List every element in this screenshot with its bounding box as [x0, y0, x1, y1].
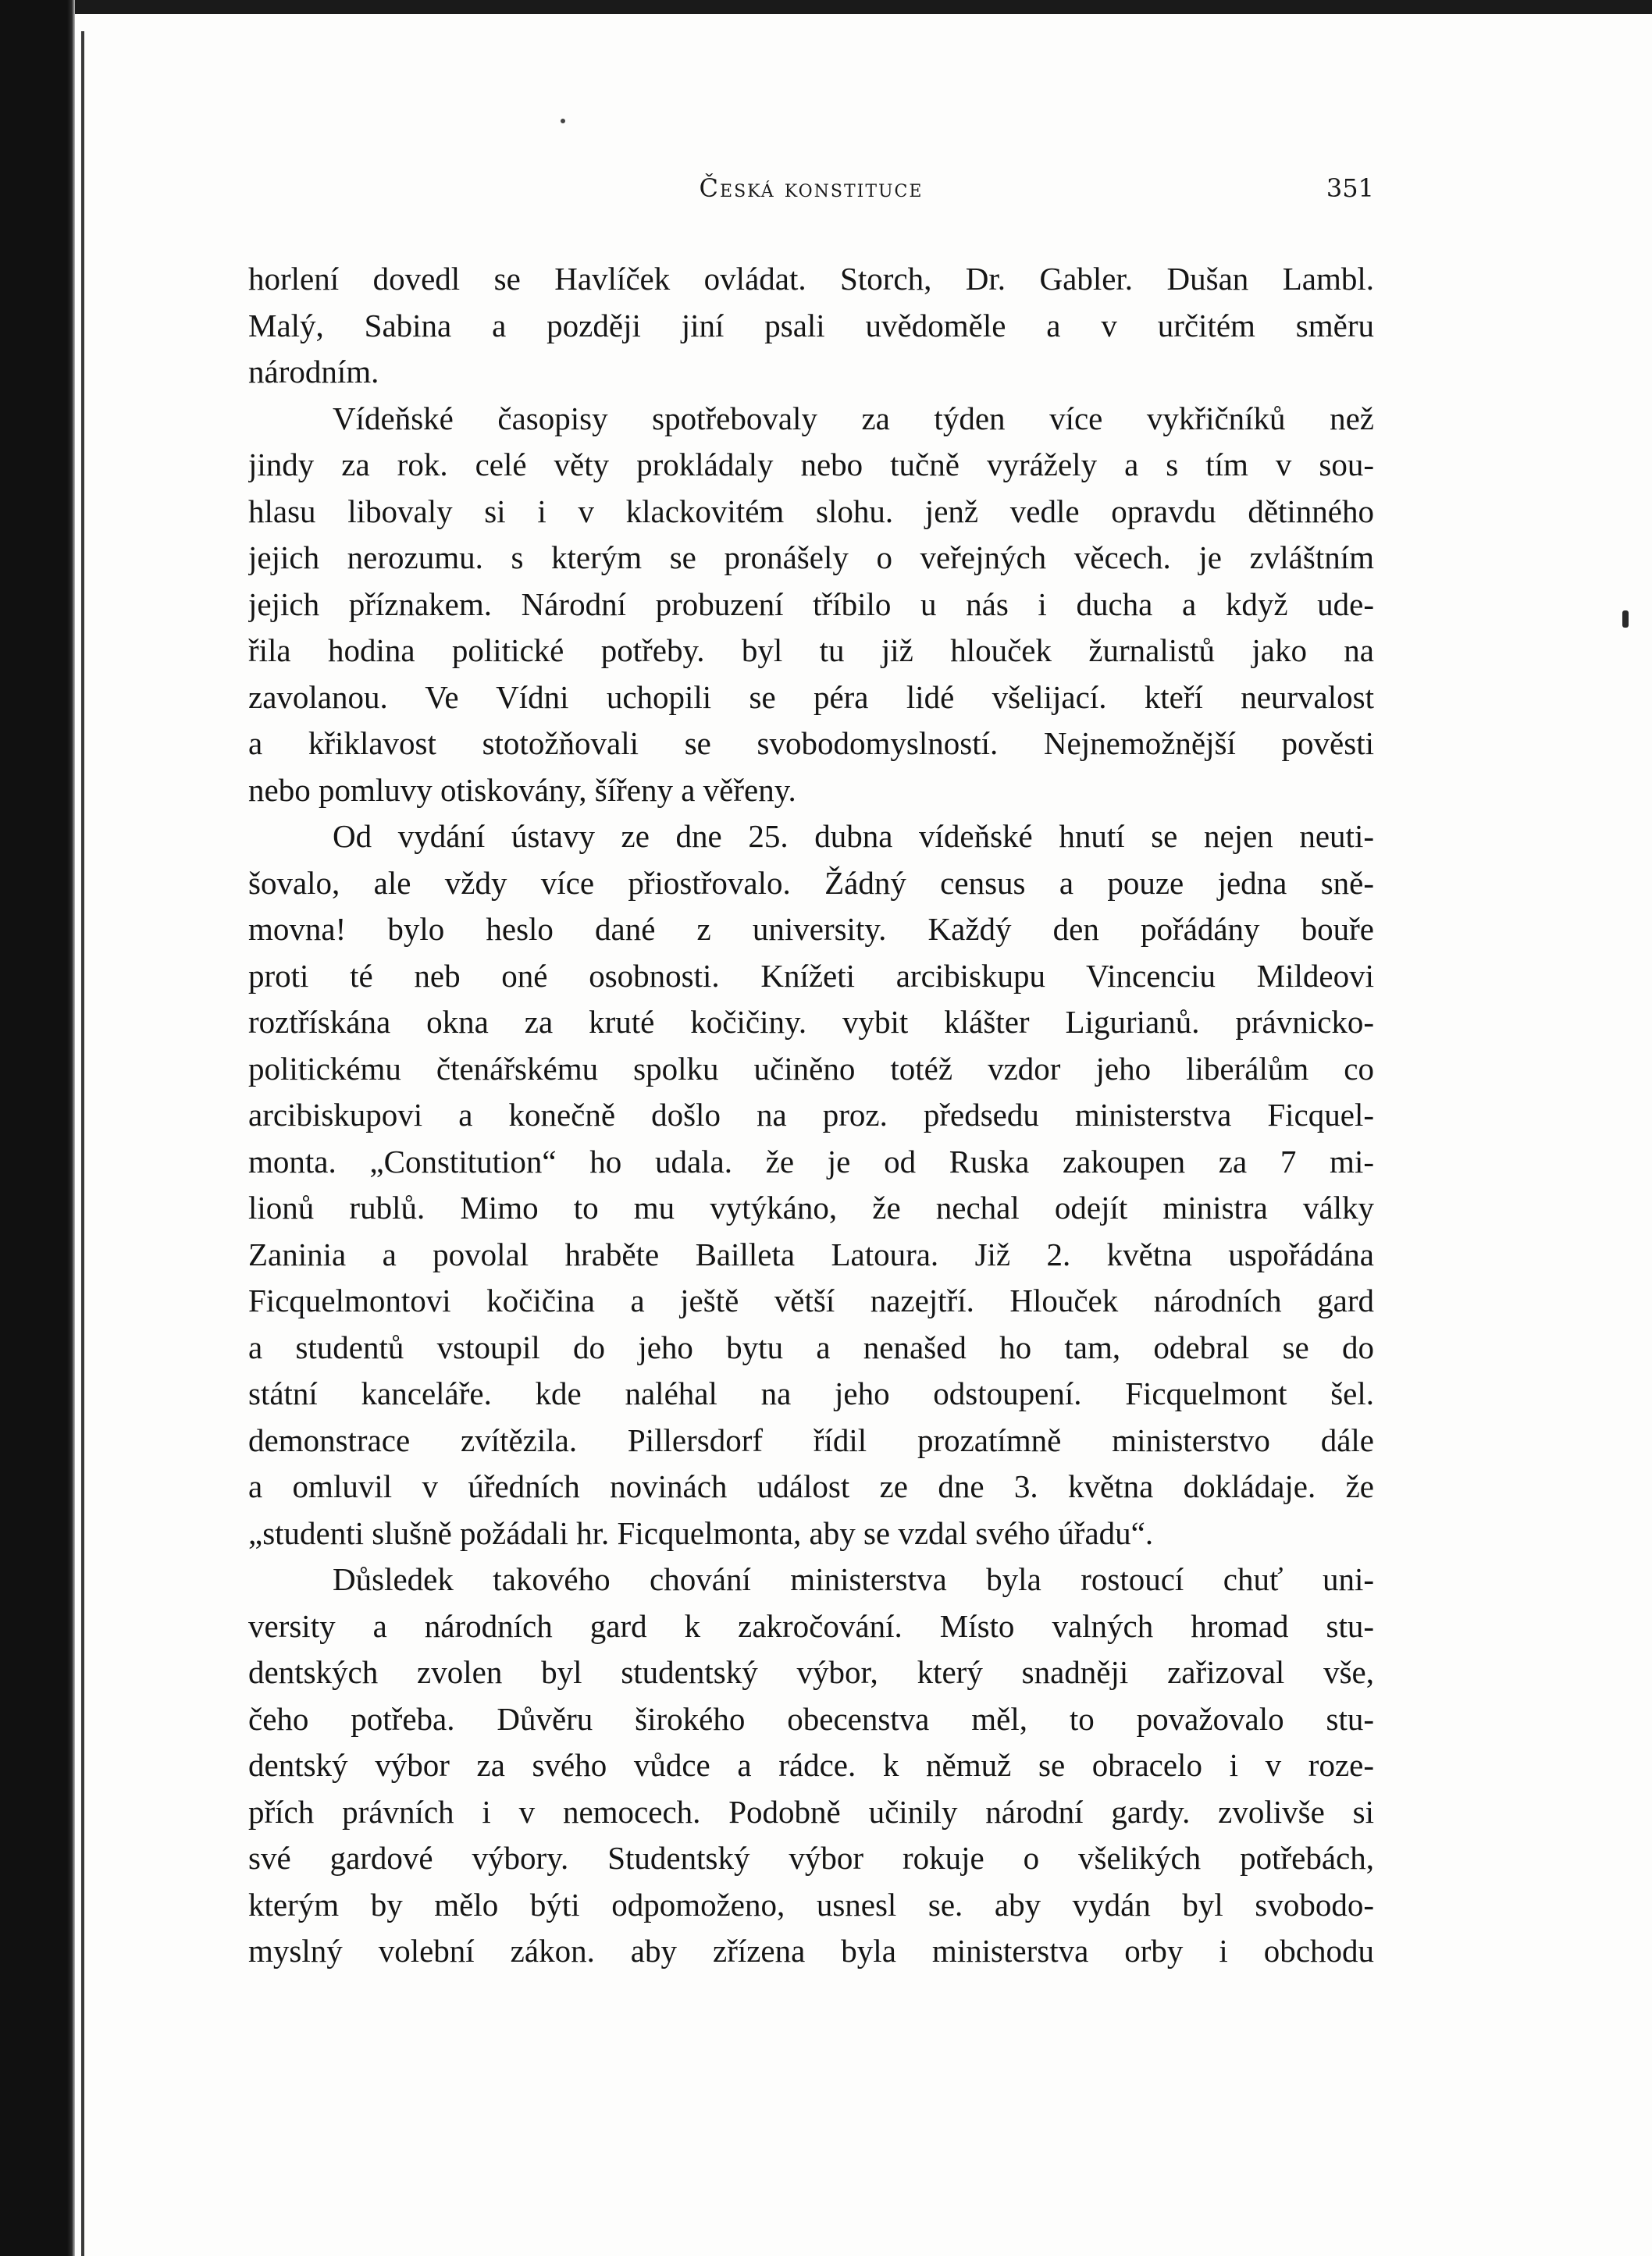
text-line: Od vydání ústavy ze dne 25. dubna vídeňské hnutí se nejen neuti-	[333, 818, 1374, 854]
ink-speck	[561, 119, 565, 123]
text-line: monta. „Constitution“ ho udala. že je od Ruska zakoupen za 7 mi-	[248, 1143, 1374, 1180]
page-header	[248, 173, 1374, 212]
text-line: a studentů vstoupil do jeho bytu a nenašed ho tam, odebral se do	[248, 1329, 1374, 1365]
text-line: demonstrace zvítězila. Pillersdorf řídil prozatímně ministerstvo dále	[248, 1422, 1374, 1458]
text-line: jejich nerozumu. s kterým se pronášely o veřejných věcech. je zvláštním	[248, 539, 1374, 575]
text-line: a omluvil v úředních novinách událost ze dne 3. května dokládaje. že	[248, 1468, 1374, 1504]
text-line: movna! bylo heslo dané z university. Každý den pořádány bouře	[248, 911, 1374, 947]
text-line: národním.	[248, 354, 379, 390]
text-line: zavolanou. Ve Vídni uchopili se péra lidé všelijací. kteří neurvalost	[248, 678, 1374, 715]
text-line: jejich příznakem. Národní probuzení tříbilo u nás i ducha a když ude-	[248, 585, 1374, 622]
text-line: šovalo, ale vždy více přiostřovalo. Žádný census a pouze jedna sně-	[248, 864, 1374, 901]
margin-mark	[1622, 610, 1629, 628]
text-line: „studenti slušně požádali hr. Ficquelmonta, aby se vzdal svého úřadu“.	[248, 1514, 1154, 1551]
running-title: Česká konstituce	[699, 173, 924, 203]
text-line: nebo pomluvy otiskovány, šířeny a věřeny.	[248, 771, 796, 808]
text-line: své gardové výbory. Studentský výbor rokuje o všelikých potřebách,	[248, 1840, 1374, 1876]
text-line: politickému čtenářskému spolku učiněno totéž vzdor jeho liberálům co	[248, 1050, 1374, 1087]
text-line: arcibiskupovi a konečně došlo na proz. předsedu ministerstva Ficquel-	[248, 1097, 1374, 1133]
page-number: 351	[1326, 173, 1374, 203]
text-line: jindy za rok. celé věty prokládaly nebo tučně vyrážely a s tím v sou-	[248, 447, 1374, 482]
text-line: čeho potřeba. Důvěru širokého obecenstva měl, to považovalo stu-	[248, 1700, 1374, 1737]
scan-top-border	[0, 0, 1652, 14]
text-line: kterým by mělo býti odpomoženo, usnesl se. aby vydán byl svobodo-	[248, 1886, 1374, 1923]
text-line: versity a národních gard k zakročování. Místo valných hromad stu-	[248, 1607, 1374, 1644]
text-line: přích právních i v nemocech. Podobně učinily národní gardy. zvolivše si	[248, 1793, 1374, 1830]
text-line: státní kanceláře. kde naléhal na jeho odstoupení. Ficquelmont šel.	[248, 1375, 1374, 1411]
text-line: hlasu libovaly si i v klackovitém slohu. jenž vedle opravdu dětinného	[248, 493, 1374, 529]
text-line: lionů rublů. Mimo to mu vytýkáno, že nechal odejít ministra války	[248, 1190, 1374, 1226]
text-line: proti té neb oné osobnosti. Knížeti arcibiskupu Vincenciu Mildeovi	[248, 957, 1374, 994]
text-line: Malý, Sabina a později jiní psali uvědoměle a v určitém směru	[248, 307, 1374, 343]
text-line: Zaninia a povolal hraběte Bailleta Latoura. Již 2. května uspořádána	[248, 1236, 1374, 1272]
text-line: roztřískána okna za kruté kočičiny. vybit klášter Ligurianů. právnicko-	[248, 1004, 1374, 1040]
text-line: myslný volební zákon. aby zřízena byla ministerstva orby i obchodu	[248, 1933, 1374, 1969]
text-line: horlení dovedl se Havlíček ovládat. Storch, Dr. Gabler. Dušan Lambl.	[248, 261, 1374, 297]
text-line: dentských zvolen byl studentský výbor, který snadněji zařizoval vše,	[248, 1654, 1374, 1690]
text-line: a křiklavost stotožňovali se svobodomyslností. Nejnemožnější pověsti	[248, 725, 1374, 761]
text-line: Vídeňské časopisy spotřebovaly za týden více vykřičníků než	[333, 400, 1374, 436]
text-line: dentský výbor za svého vůdce a rádce. k němuž se obracelo i v roze-	[248, 1747, 1374, 1783]
text-line: Ficquelmontovi kočičina a ještě větší nazejtří. Hlouček národních gard	[248, 1283, 1374, 1318]
text-line: řila hodina politické potřeby. byl tu již hlouček žurnalistů jako na	[248, 632, 1374, 668]
text-line: Důsledek takového chování ministerstva byla rostoucí chuť uni-	[333, 1561, 1374, 1597]
page-edge-line	[81, 31, 84, 2256]
body-text	[248, 256, 1374, 1975]
scan-left-border	[0, 0, 75, 2256]
